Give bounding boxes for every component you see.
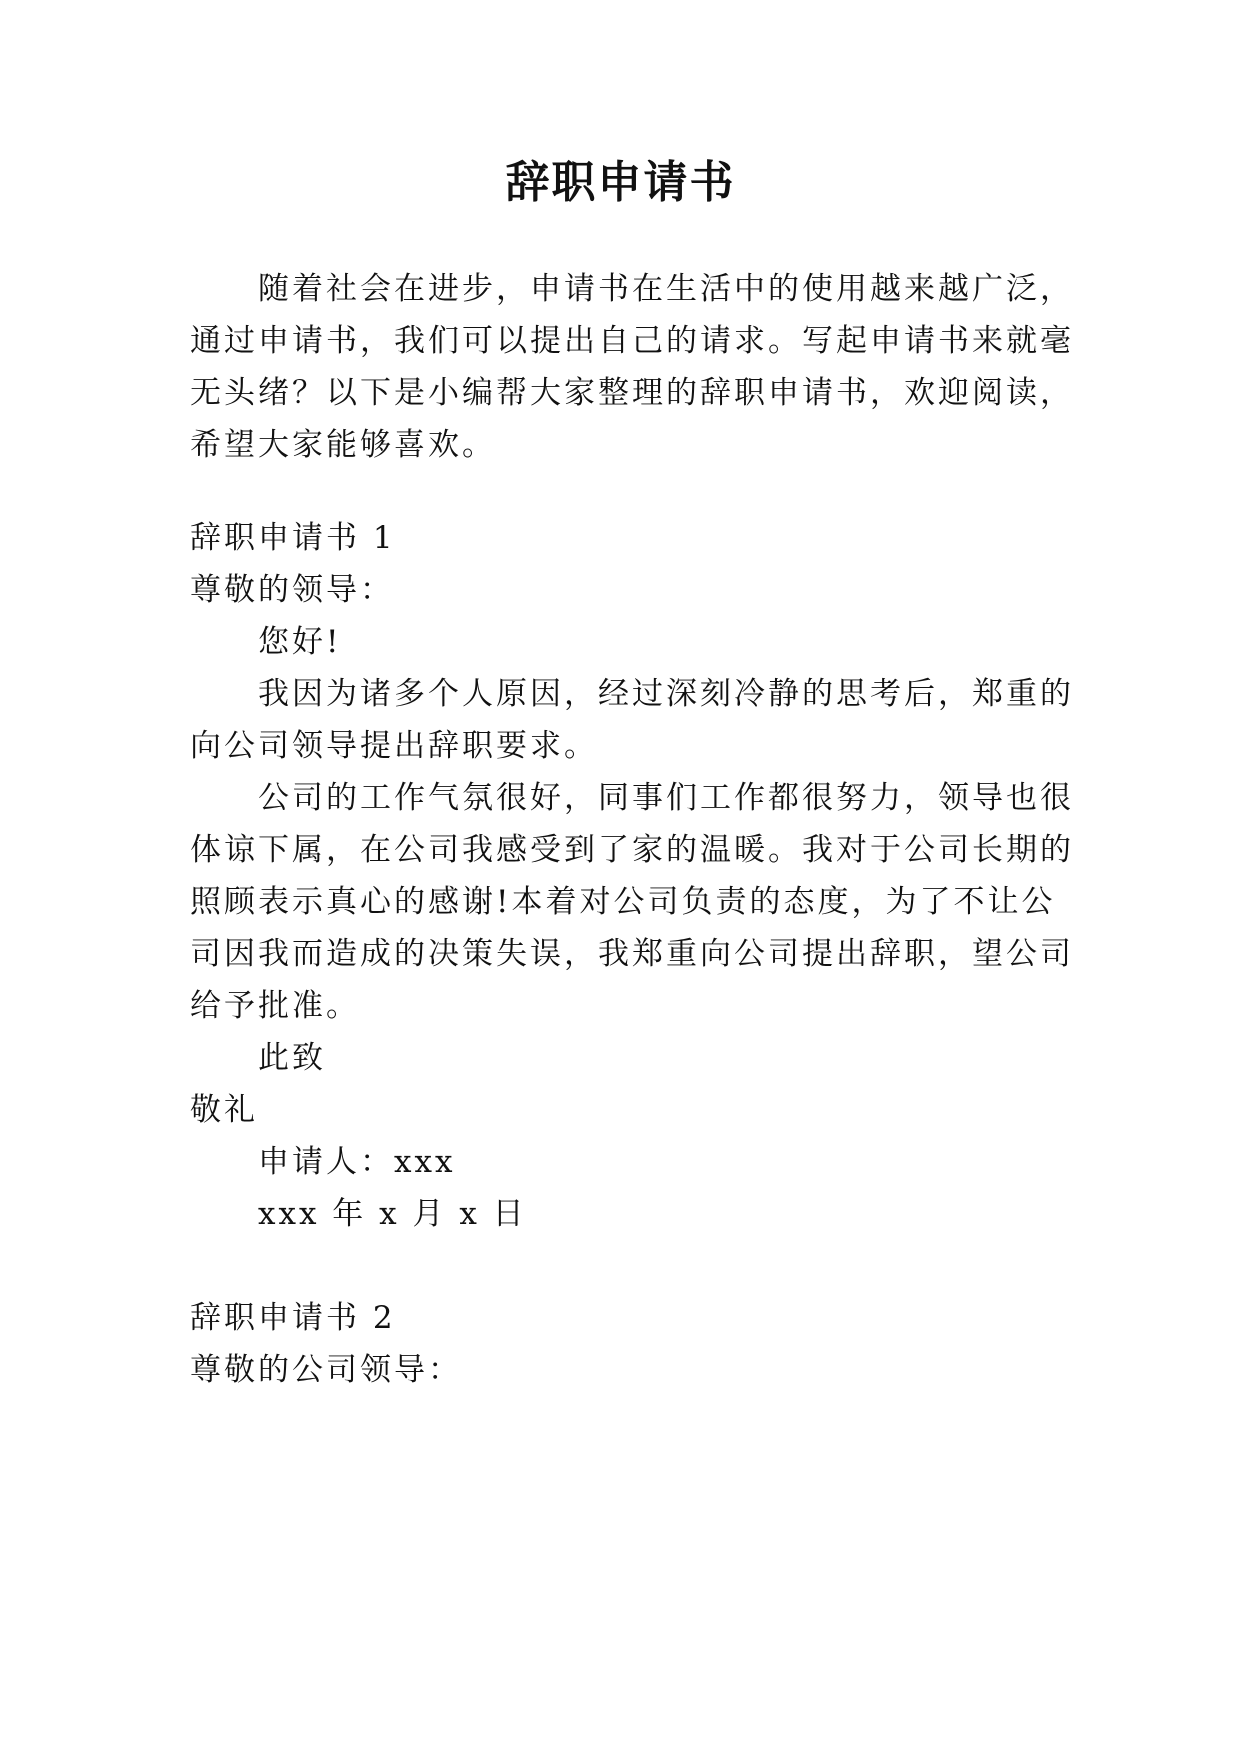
letter1-closing: 敬礼	[190, 1092, 258, 1128]
letter1-heading: 辞职申请书 1	[190, 520, 396, 556]
intro-line: 随着社会在进步，申请书在生活中的使用越来越广泛，	[258, 271, 1074, 307]
intro-line: 通过申请书，我们可以提出自己的请求。写起申请书来就毫	[190, 323, 1074, 359]
letter2-heading: 辞职申请书 2	[190, 1300, 396, 1336]
letter1-paragraph-line: 公司的工作气氛很好，同事们工作都很努力，领导也很	[258, 780, 1074, 816]
letter1-paragraph-line: 给予批准。	[190, 988, 360, 1024]
letter1-salutation: 尊敬的领导：	[190, 572, 394, 608]
letter1-paragraph-line: 照顾表示真心的感谢!本着对公司负责的态度，为了不让公	[190, 884, 1056, 920]
document-title: 辞职申请书	[505, 157, 736, 208]
letter1-paragraph-line: 司因我而造成的决策失误，我郑重向公司提出辞职，望公司	[190, 936, 1074, 972]
letter1-greeting: 您好!	[258, 624, 342, 660]
letter1-closing: 此致	[258, 1040, 326, 1076]
letter1-paragraph-line: 向公司领导提出辞职要求。	[190, 728, 598, 764]
letter1-paragraph-line: 我因为诸多个人原因，经过深刻冷静的思考后，郑重的	[258, 676, 1074, 712]
intro-line: 无头绪？以下是小编帮大家整理的辞职申请书，欢迎阅读，	[190, 375, 1074, 411]
letter1-applicant: 申请人：xxx	[258, 1144, 456, 1180]
intro-line: 希望大家能够喜欢。	[190, 427, 496, 463]
letter1-date: xxx 年 x 月 x 日	[258, 1196, 527, 1232]
letter1-paragraph-line: 体谅下属，在公司我感受到了家的温暖。我对于公司长期的	[190, 832, 1074, 868]
letter2-salutation: 尊敬的公司领导：	[190, 1352, 462, 1388]
